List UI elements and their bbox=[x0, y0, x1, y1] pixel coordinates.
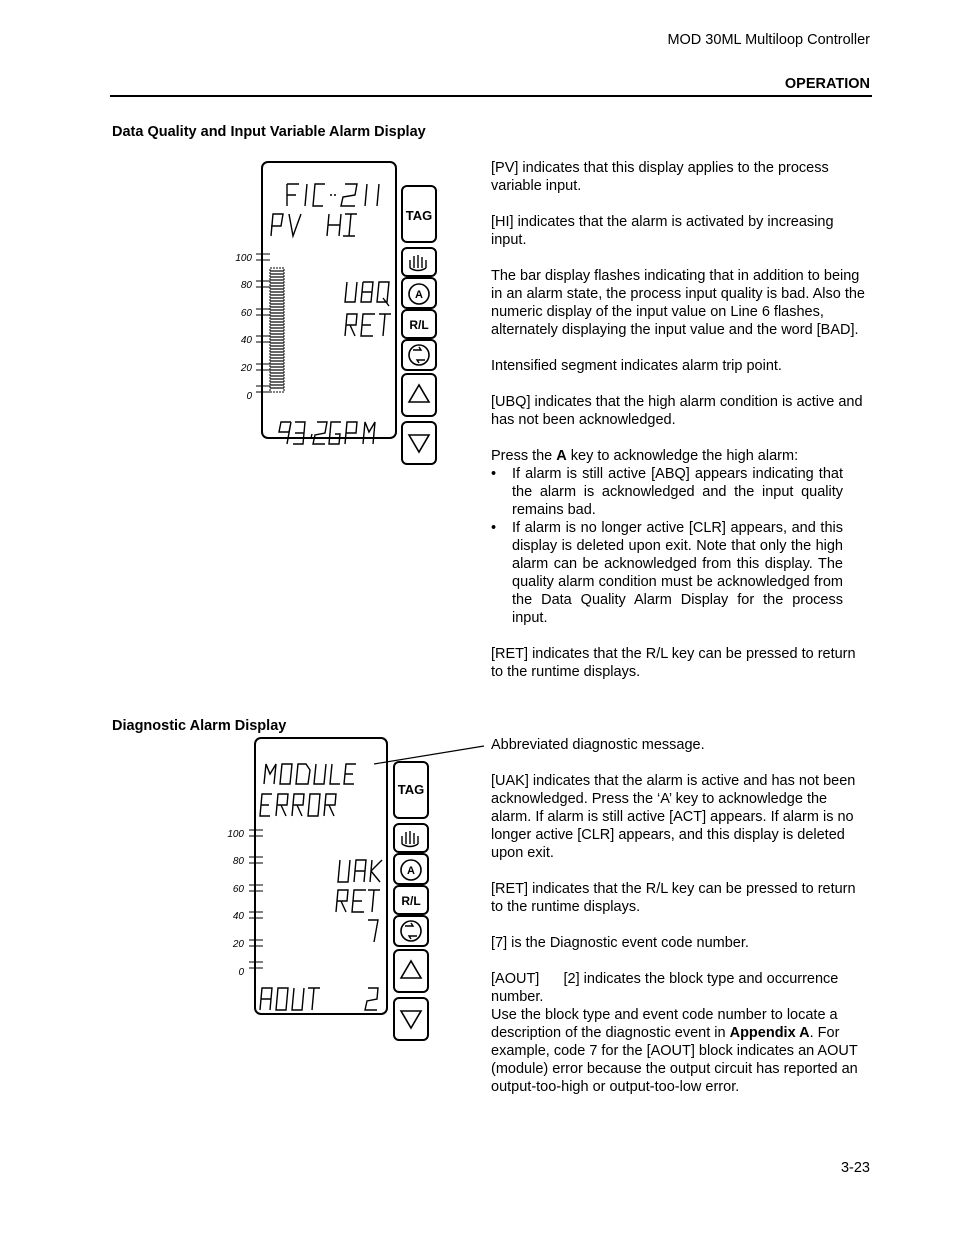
line2-error bbox=[260, 794, 336, 816]
line3-ubq bbox=[345, 282, 389, 306]
section1-text bbox=[491, 159, 871, 699]
para-hi: [HI] indicates that the alarm is activated by increasing input. bbox=[491, 214, 834, 248]
up-arrow-button[interactable] bbox=[402, 374, 436, 416]
scale-label-0: 0 bbox=[246, 391, 252, 402]
line6-aout-2 bbox=[260, 988, 378, 1010]
line6-931gpm bbox=[279, 422, 375, 444]
header-rule bbox=[110, 95, 872, 97]
svg-text:A: A bbox=[407, 865, 415, 877]
svg-text:TAG: TAG bbox=[397, 782, 425, 797]
lcd-figure-diagnostic bbox=[220, 736, 492, 1046]
manual-hand-button[interactable] bbox=[402, 248, 436, 276]
bullet-still-active: • If alarm is still active [ABQ] appears indicating that the alarm is acknowledged and the input quality remains bad. bbox=[491, 466, 843, 518]
scale-label-100: 100 bbox=[235, 253, 252, 264]
section-label: OPERATION bbox=[784, 76, 870, 92]
para-press-a: Press the A key to acknowledge the high alarm: bbox=[491, 448, 799, 464]
line1-fic211 bbox=[287, 184, 379, 206]
para-ubq: [UBQ] indicates that the high alarm condition is active and has not been acknowledged. bbox=[491, 394, 863, 428]
line2-pv-hi bbox=[271, 214, 357, 236]
cycle-button[interactable] bbox=[402, 340, 436, 370]
svg-text:R/L: R/L bbox=[401, 894, 421, 908]
section-heading-data-quality: Data Quality and Input Variable Alarm Display bbox=[112, 124, 426, 140]
line4-ret bbox=[345, 314, 391, 336]
ack-bullets bbox=[491, 465, 871, 627]
up-arrow-button[interactable] bbox=[394, 950, 428, 992]
cycle-button[interactable] bbox=[394, 916, 428, 946]
a-key-label: A bbox=[556, 448, 567, 464]
remote-local-button[interactable] bbox=[402, 310, 436, 338]
auto-button[interactable] bbox=[394, 854, 428, 884]
scale-label-0: 0 bbox=[238, 967, 244, 978]
svg-text:R/L: R/L bbox=[409, 318, 429, 332]
para-event-code: [7] is the Diagnostic event code number. bbox=[491, 935, 749, 951]
line4-ret bbox=[336, 890, 380, 912]
tag-button[interactable] bbox=[402, 186, 436, 242]
scale-label-100: 100 bbox=[227, 829, 244, 840]
manual-hand-button[interactable] bbox=[394, 824, 428, 852]
svg-text:A: A bbox=[415, 289, 423, 301]
line3-uak bbox=[338, 860, 382, 882]
scale-label-20: 20 bbox=[240, 363, 252, 374]
callout-line bbox=[374, 746, 484, 764]
section2-text bbox=[491, 736, 871, 1114]
key-column bbox=[402, 186, 436, 464]
para-pv: [PV] indicates that this display applies to the process variable input. bbox=[491, 160, 829, 194]
bar-graph bbox=[270, 268, 284, 392]
para-aout: [AOUT] [2] indicates the block type and occurrence number. bbox=[491, 971, 843, 1005]
appendix-ref: Appendix A bbox=[729, 1025, 810, 1041]
tag-button[interactable] bbox=[394, 762, 428, 818]
para-ret: [RET] indicates that the R/L key can be pressed to return to the runtime displays. bbox=[491, 881, 856, 915]
lcd-panel bbox=[262, 162, 396, 438]
para-ret: [RET] indicates that the R/L key can be pressed to return to the runtime displays. bbox=[491, 646, 856, 680]
para-abbreviated: Abbreviated diagnostic message. bbox=[491, 737, 705, 753]
scale-label-60: 60 bbox=[232, 884, 244, 895]
scale-label-60: 60 bbox=[240, 308, 252, 319]
section-heading-diagnostic: Diagnostic Alarm Display bbox=[112, 718, 287, 734]
para-bar-display: The bar display flashes indicating that in addition to being in an alarm state, the process input quality is bad. Also the numeric display of the input value on Line 6 flashes, alternately displaying the input value and the word [BAD]. bbox=[491, 268, 865, 338]
svg-text:TAG: TAG bbox=[405, 208, 433, 223]
bullet-no-longer-active: • If alarm is no longer active [CLR] appears, and this display is deleted upon exit. Note that only the high alarm can be acknowledged from this display. The quality alarm condition must be acknowledged from the Data Quality Alarm Display for the process input. bbox=[491, 520, 843, 626]
para-uak: [UAK] indicates that the alarm is active and has not been acknowledged. Press the ‘A’ key to acknowledge the alarm. If alarm is still active [ACT] appears. If alarm is no longer active [CLR] appears, and this display is deleted upon exit. bbox=[491, 773, 856, 861]
scale-label-80: 80 bbox=[232, 856, 244, 867]
auto-button[interactable] bbox=[402, 278, 436, 308]
line5-7 bbox=[368, 920, 378, 942]
down-arrow-button[interactable] bbox=[402, 422, 436, 464]
manual-title: MOD 30ML Multiloop Controller bbox=[667, 32, 870, 48]
key-column bbox=[394, 762, 428, 1040]
down-arrow-button[interactable] bbox=[394, 998, 428, 1040]
remote-local-button[interactable] bbox=[394, 886, 428, 914]
page-number: 3-23 bbox=[840, 1160, 870, 1176]
line1-module bbox=[264, 764, 356, 784]
para-intensified: Intensified segment indicates alarm trip point. bbox=[491, 358, 782, 374]
scale-label-20: 20 bbox=[232, 939, 244, 950]
scale-label-80: 80 bbox=[240, 280, 252, 291]
scale-label-40: 40 bbox=[232, 911, 244, 922]
scale-label-40: 40 bbox=[240, 335, 252, 346]
lcd-figure-data-quality bbox=[225, 160, 445, 470]
para-use-block: Use the block type and event code number to locate a description of the diagnostic event in Appendix A. For example, code 7 for the [AOUT] block indicates an AOUT (module) error because the output circuit has reported an output-too-high or output-too-low error. bbox=[491, 1007, 858, 1095]
